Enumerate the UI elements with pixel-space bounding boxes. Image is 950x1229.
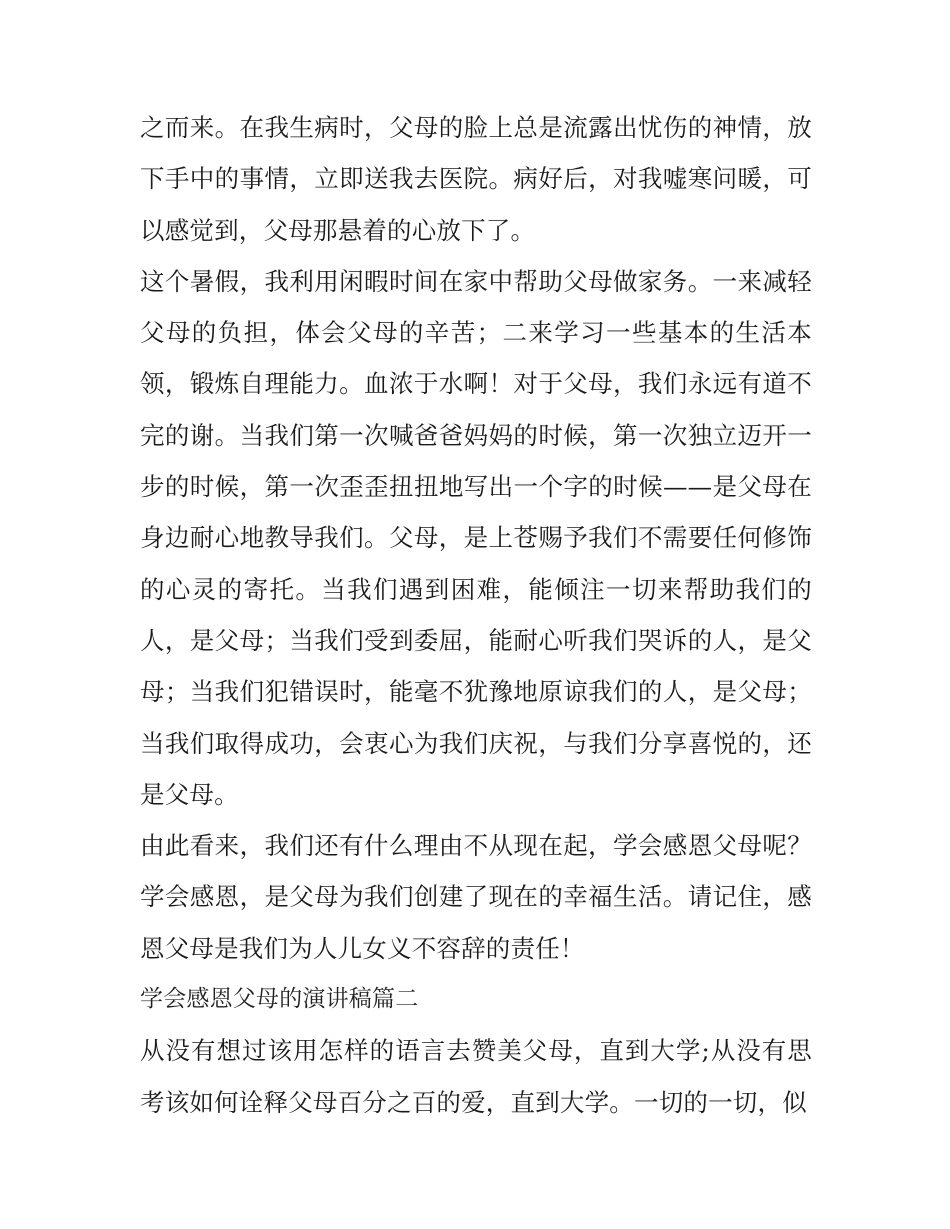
section-heading: 学会感恩父母的演讲稿篇二 xyxy=(140,986,419,1013)
paragraph-4: 从没有想过该用怎样的语言去赞美父母，直到大学;从没有思考该如何诠释父母百分之百的爱，直到大学。一切的一切，似 xyxy=(140,1036,812,1117)
document-page xyxy=(140,102,812,1128)
paragraph-1: 之而来。在我生病时，父母的脸上总是流露出忧伤的神情，放下手中的事情，立即送我去医院。病好后，对我嘘寒问暖，可以感觉到，父母那悬着的心放下了。 xyxy=(140,113,812,245)
paragraph-3: 由此看来，我们还有什么理由不从现在起，学会感恩父母呢？学会感恩，是父母为我们创建了现在的幸福生活。请记住，感恩父母是我们为人儿女义不容辞的责任！ xyxy=(140,831,812,963)
paragraph-2: 这个暑假，我利用闲暇时间在家中帮助父母做家务。一来减轻父母的负担，体会父母的辛苦；二来学习一些基本的生活本领，锻炼自理能力。血浓于水啊！对于父母，我们永远有道不完的谢。当我们第一次喊爸爸妈妈的时候，第一次独立迈开一步的时候，第一次歪歪扭扭地写出一个字的时候——是父母在身边耐心地教导我们。父母，是上苍赐予我们不需要任何修饰的心灵的寄托。当我们遇到困难，能倾注一切来帮助我们的人，是父母；当我们受到委屈，能耐心听我们哭诉的人，是父母；当我们犯错误时，能毫不犹豫地原谅我们的人，是父母；当我们取得成功，会衷心为我们庆祝，与我们分享喜悦的，还是父母。 xyxy=(140,266,812,809)
